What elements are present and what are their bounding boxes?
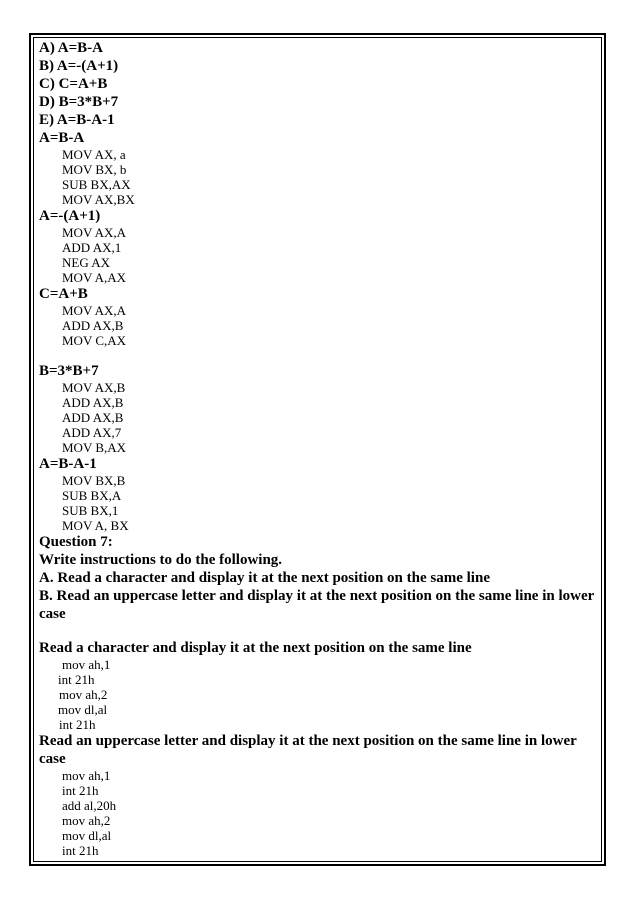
code-line: MOV A,AX (62, 270, 127, 285)
code-line: mov ah,2 (59, 687, 108, 702)
code-line: ADD AX,7 (62, 425, 122, 440)
blank-line (39, 623, 604, 639)
option-b: B) A=-(A+1) (39, 58, 119, 74)
code-line: mov ah,2 (62, 813, 111, 828)
code-line: MOV A, BX (62, 518, 129, 533)
code-line: MOV B,AX (62, 440, 127, 455)
question-prompt: Write instructions to do the following. (39, 552, 283, 568)
option-a: A) A=B-A (39, 40, 103, 56)
code-line: ADD AX,B (62, 410, 124, 425)
code-line: MOV AX,BX (62, 192, 135, 207)
option-d: D) B=3*B+7 (39, 94, 119, 110)
code-line: mov dl,al (62, 828, 112, 843)
code-line: MOV AX, a (62, 147, 126, 162)
option-e: E) A=B-A-1 (39, 112, 115, 128)
code-line: MOV BX, b (62, 162, 127, 177)
code-line: MOV AX,A (62, 225, 127, 240)
code-line: ADD AX,B (62, 318, 124, 333)
code-line: int 21h (58, 672, 95, 687)
code-line: mov ah,1 (62, 657, 111, 672)
code-line: ADD AX,1 (62, 240, 122, 255)
block-title: C=A+B (39, 286, 88, 302)
code-line: ADD AX,B (62, 395, 124, 410)
code-line: SUB BX,1 (62, 503, 119, 518)
code-line: int 21h (62, 783, 99, 798)
code-line: add al,20h (62, 798, 117, 813)
code-line: SUB BX,A (62, 488, 122, 503)
question-part-a: A. Read a character and display it at the next position on the same line (39, 570, 490, 586)
document-content (39, 39, 604, 858)
code-line: MOV BX,B (62, 473, 126, 488)
code-line: int 21h (59, 717, 96, 732)
question-part-b: B. Read an uppercase letter and display it at the next position on the same line in lower case (39, 588, 595, 622)
block-title: A=-(A+1) (39, 208, 101, 224)
code-line: MOV AX,B (62, 380, 126, 395)
answer-a-code (39, 657, 604, 732)
option-c: C) C=A+B (39, 76, 108, 92)
answer-b-title: Read an uppercase letter and display it at the next position on the same line in lower case (39, 733, 577, 767)
block-title: B=3*B+7 (39, 363, 99, 379)
code-line: SUB BX,AX (62, 177, 131, 192)
code-line: NEG AX (62, 255, 111, 270)
code-line: MOV C,AX (62, 333, 127, 348)
code-line: mov ah,1 (62, 768, 111, 783)
block-title: A=B-A (39, 130, 85, 146)
code-line: MOV AX,A (62, 303, 127, 318)
code-line: mov dl,al (58, 702, 108, 717)
answer-a-title: Read a character and display it at the next position on the same line (39, 640, 472, 656)
blank-line (39, 348, 604, 362)
question-title: Question 7: (39, 534, 113, 550)
code-line: int 21h (62, 843, 99, 858)
block-title: A=B-A-1 (39, 456, 97, 472)
